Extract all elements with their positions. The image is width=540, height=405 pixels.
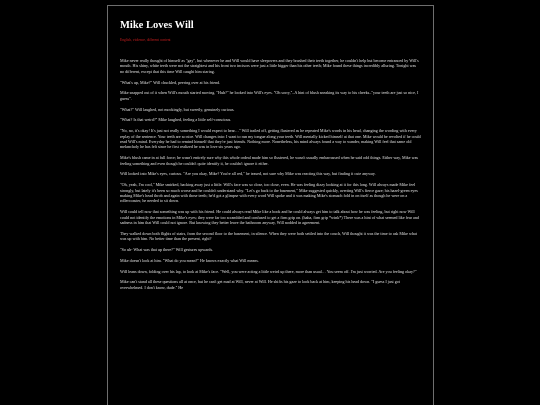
story-paragraph: "What's up, Mike?" Will chuckled, peering over at his friend. <box>120 79 221 85</box>
story-page <box>107 5 434 405</box>
story-paragraph: "What?" Will laughed, not mockingly, but sweetly, genuinely curious. <box>120 106 235 112</box>
story-paragraph: Mike can't stand all these questions all at once, but he can't get mad at Will, never at Will. He shifts his gaze to look back at him, keeping his head down. "I guess I just got overwhelmed. I don't know, dude." He <box>120 279 400 290</box>
story-paragraph: "What? Is that weird?" Mike laughed, feeling a little self-conscious. <box>120 117 232 123</box>
story-title: Mike Loves Will <box>120 20 194 31</box>
story-body <box>120 58 421 290</box>
story-paragraph: Mike's blush came in at full force; he wasn't entirely sure why this whole ordeal made him so flustered, he wasn't usually embarrassed when he said odd things. Either way, Mike was feeling something and even though he couldn't quite identify it, he couldn't ignore it either. <box>120 155 418 166</box>
story-paragraph: Will looked into Mike's eyes, curious. "Are you okay, Mike? You're all red," he teased, not sure why Mike was reacting this way, but finding it cute anyway. <box>120 171 376 177</box>
story-paragraph: Mike snapped out of it when Will's mouth started moving. "Huh?" he looked into Will's eyes. "Oh sorry,"–A hint of blush sneaking its way to his cheeks–"your teeth are just so nice, I guess". <box>120 90 419 101</box>
story-paragraph: Mike doesn't look at him. "What do you mean?" He knows exactly what Will means. <box>120 257 259 263</box>
story-paragraph: They walked down both flights of stairs, from the second floor to the basement, in silence. When they were both settled into the couch, Will thought it was the time to ask Mike what was up with him. No better time than the present, right? <box>120 230 417 242</box>
story-paragraph: "So uh- What was that up there?" Will gestures upwards. <box>120 247 214 253</box>
story-tags: English, violence, different content <box>120 38 171 42</box>
story-paragraph: Mike never really thought of himself as "gay", but whenever he and Will would have sleepovers and they brushed their teeth together, he couldn't help but become entranced by Will's mouth. His shiny, white teeth were not the straightest and his front two incisors were just a little bigger than his other teeth; Mike found these things incredibly alluring. Tonight was no different, except that this time Will caught him staring. <box>120 58 419 74</box>
story-paragraph: "No, no, it's okay! It's just not really something I would expect to hear…" Will trailed off, getting flustered as he repeated Mike's words in his head, changing the wording with every replay of the sentence. Your teeth are so nice. Will changes into: I want to run my tongue along your teeth. Will mentally kicked himself at that one. Mike would be revolted if he could read Will's mind. Everyday he had to remind himself that they're just friends. Nothing more. Nonetheless, his mind always found a way to wander, making Will feel that same old melancholy he has felt since he first realized he was in love six years ago. <box>120 128 421 150</box>
story-paragraph: "Oh, yeah, I'm cool," Mike smirked, backing away just a little. Will's face was so close, too close, even. He was feeling dizzy looking at it for this long. Will always made Mike feel strongly, but lately it's been so much worse and he couldn't understand why. "Let's go back to the basement," Mike suggested quickly, averting Will's fierce gaze; his hazel-green eyes making Mike's head throb and again with those teeth; he'd got a glimpse with every word Will spoke and it was making Mike's stomach fold in on itself as though he were on a rollercoaster, he needed to sit down. <box>120 182 418 204</box>
story-paragraph: Will leans down, folding over his lap, to look at Mike's face. "Well, you were acting a little weird up there, more than usual… You seem off. I'm just worried. Are you feeling okay?" <box>120 268 417 274</box>
story-paragraph: Will could tell now that something was up with his friend. He could always read Mike like a book and he could always get him to talk about how he was feeling, but right now Will could not identify the emotions in Mike's eyes; they were far too scrambled and confused to get a firm grip on. (haha, firm grip *wink*) There was a hint of what seemed like fear and sadness in him that Will could not ignore. But knowing they better leave the bathroom anyway, Will nodded in agreement. <box>120 209 419 226</box>
